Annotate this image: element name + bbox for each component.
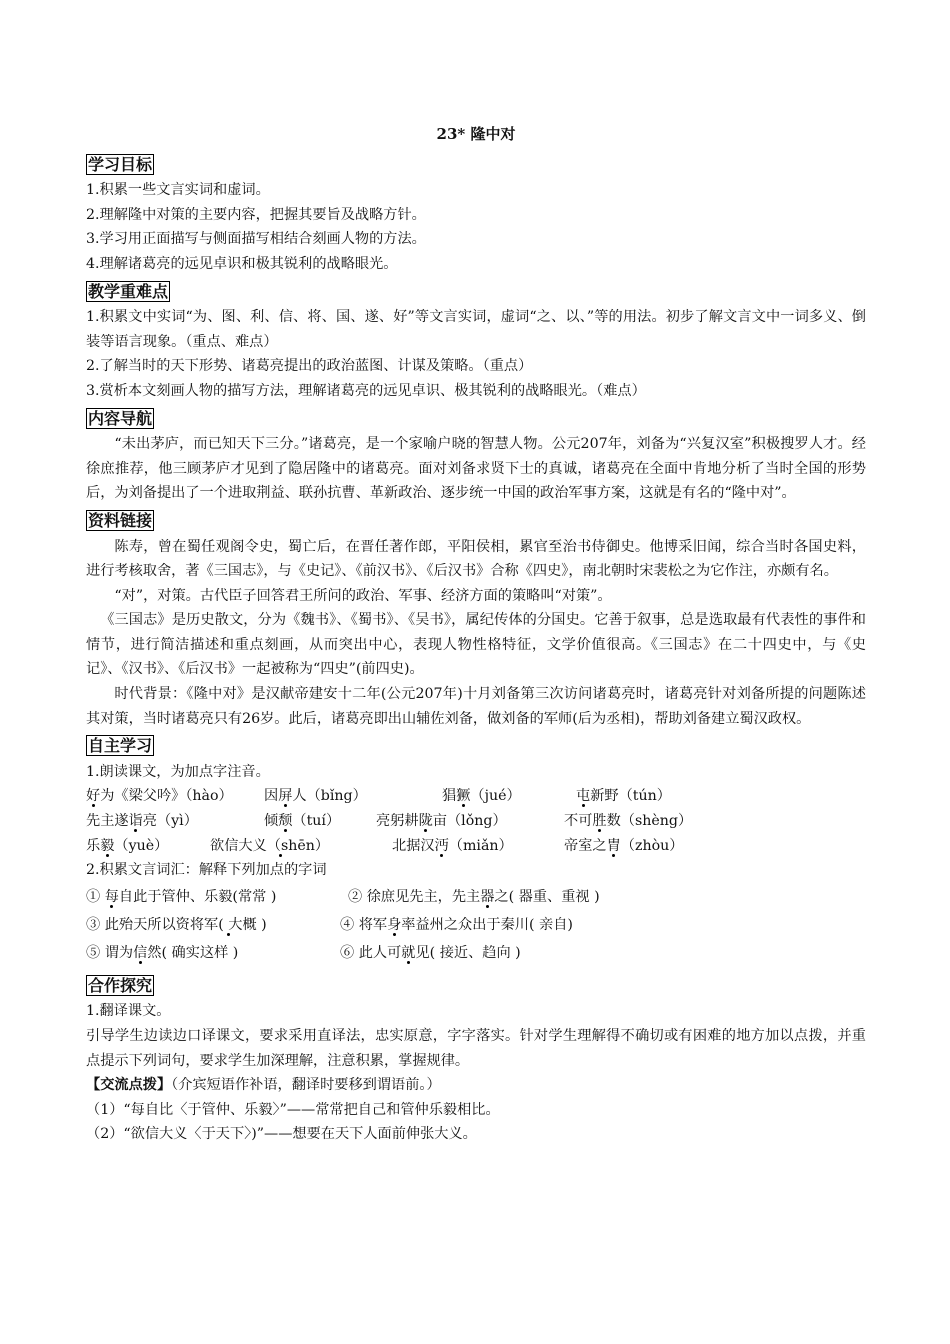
tip-label: 【交流点拨】 [86,1077,172,1094]
coop-paragraph: 引导学生边读边口译课文，要求采用直译法，忠实原意，字字落实。针对学生理解得不确切或有困难的地方加以点拨，并重点提示下列词句，要求学生加深理解，注意积累，掌握规律。 [86,1028,866,1069]
term-paragraph: “对”，对策。古代臣子回答君王所问的政治、军事、经济方面的策略叫“对策”。 [114,587,612,604]
guide-paragraph: “未出茅庐，而已知天下三分。”诸葛亮，是一个家喻户晓的智慧人物。公元207年，刘备为“兴复汉室”积极搜罗人才。经徐庶推荐，他三顾茅庐才见到了隐居隆中的诸葛亮。面对刘备求贤下士的真诚，诸葛亮在全面中肯地分析了当时全国的形势后，为刘备提出了一个进取荆益、联孙抗曹、革新政治、逐步统一中国的政治军事方案，这就是有名的“隆中对”。 [86,436,866,502]
section-heading-goals: 学习目标 [88,154,153,174]
vocab-item: ④ 将军身率益州之众出于秦川( 亲自) [340,916,573,933]
goal-item: 2.理解隆中对策的主要内容，把握其要旨及战略方针。 [86,206,426,223]
question-1: 1.朗读课文，为加点字注音。 [86,763,270,780]
vocab-item: ① 每自此于管仲、乐毅(常常 ) [86,888,277,905]
section-heading-links: 资料链接 [88,510,153,530]
pinyin-item: 屯新野（tún） [576,788,671,805]
pinyin-item: 不可胜数（shèng） [564,813,693,830]
keypoint-item: 2.了解当时的天下形势、诸葛亮提出的政治蓝图、计谋及策略。（重点） [86,358,533,375]
author-paragraph: 陈寿，曾在蜀任观阁令史，蜀亡后，在晋任著作郎，平阳侯相，累官至治书侍御史。他博采旧闻，综合当时各国史料，进行考核取舍，著《三国志》，与《史记》、《前汉书》、《后汉书》合称《四史》，南北朝时宋裴松之为它作注，亦颇有名。 [86,538,866,580]
goal-item: 1.积累一些文言实词和虚词。 [86,182,270,199]
vocab-row [86,911,866,939]
example-2: （2）“欲信大义〈于天下〉)”——想要在天下人面前伸张大义。 [86,1126,477,1143]
pinyin-item: 倾颓（tuí） [264,813,341,830]
question-2: 2.积累文言词汇：解释下列加点的字词 [86,862,327,879]
pinyin-row [86,809,866,834]
vocab-item: ③ 此殆天所以资将军( 大概 ) [86,916,267,933]
section-heading-coop: 合作探究 [88,975,153,995]
tip-line [86,1073,866,1098]
section-heading-keypoints: 教学重难点 [88,281,169,301]
section-heading-self: 自主学习 [88,736,153,756]
pinyin-item: 猖獗（jué） [442,788,521,805]
coop-question-1: 1.翻译课文。 [86,1003,171,1020]
pinyin-item: 好为《梁父吟》（hào） [86,788,233,805]
pinyin-item: 帝室之胄（zhòu） [564,837,684,854]
tip-text: （介宾短语作补语，翻译时要移到谓语前。） [171,1077,441,1094]
vocab-item: ② 徐庶见先主，先主器之( 器重、重视 ) [348,888,600,905]
goal-item: 4.理解诸葛亮的远见卓识和极其锐利的战略眼光。 [86,255,398,272]
keypoint-item: 1.积累文中实词“为、图、利、信、将、国、遂、好”等文言实词，虚词“之、以、”等的用法。初步了解文言文中一词多义、倒装等语言现象。（重点、难点） [86,309,866,350]
pinyin-row [86,784,866,809]
vocab-item: ⑥ 此人可就见( 接近、趋向 ) [340,944,521,961]
pinyin-item: 因屏人（bǐng） [264,788,367,805]
pinyin-item: 亮躬耕陇亩（lǒng） [376,813,507,830]
section-heading-guide: 内容导航 [88,408,153,428]
book-paragraph: 《三国志》是历史散文，分为《魏书》、《蜀书》、《吴书》，属纪传体的分国史。它善于叙事，总是选取最有代表性的事件和情节，进行简洁描述和重点刻画，从而突出中心，表现人物性格特征，文学价值很高。《三国志》在二十四史中，与《史记》、《汉书》、《后汉书》一起被称为“四史”(前四史)。 [86,612,866,678]
pinyin-item: 北据汉沔（miǎn） [392,837,513,854]
pinyin-item: 先主遂诣亮（yì） [86,813,198,830]
pinyin-item: 乐毅（yuè） [86,837,169,854]
vocab-row [86,883,866,911]
pinyin-item: 欲信大义（shēn） [210,837,330,854]
pinyin-row [86,834,866,859]
background-paragraph: 时代背景：《隆中对》是汉献帝建安十二年(公元207年)十月刘备第三次访问诸葛亮时，诸葛亮针对刘备所提的问题陈述其对策，当时诸葛亮只有26岁。此后，诸葛亮即出山辅佐刘备，做刘备的军师(后为丞相)，帮助刘备建立蜀汉政权。 [86,686,866,727]
keypoint-item: 3.赏析本文刻画人物的描写方法，理解诸葛亮的远见卓识、极其锐利的战略眼光。（难点） [86,382,646,399]
goal-item: 3.学习用正面描写与侧面描写相结合刻画人物的方法。 [86,231,426,248]
page-title: 23* 隆中对 [436,125,516,143]
vocab-row [86,939,866,967]
document-page [86,122,866,1147]
example-1: （1）“每自比〈于管仲、乐毅〉”——常常把自己和管仲乐毅相比。 [86,1101,500,1118]
vocab-item: ⑤ 谓为信然( 确实这样 ) [86,944,239,961]
